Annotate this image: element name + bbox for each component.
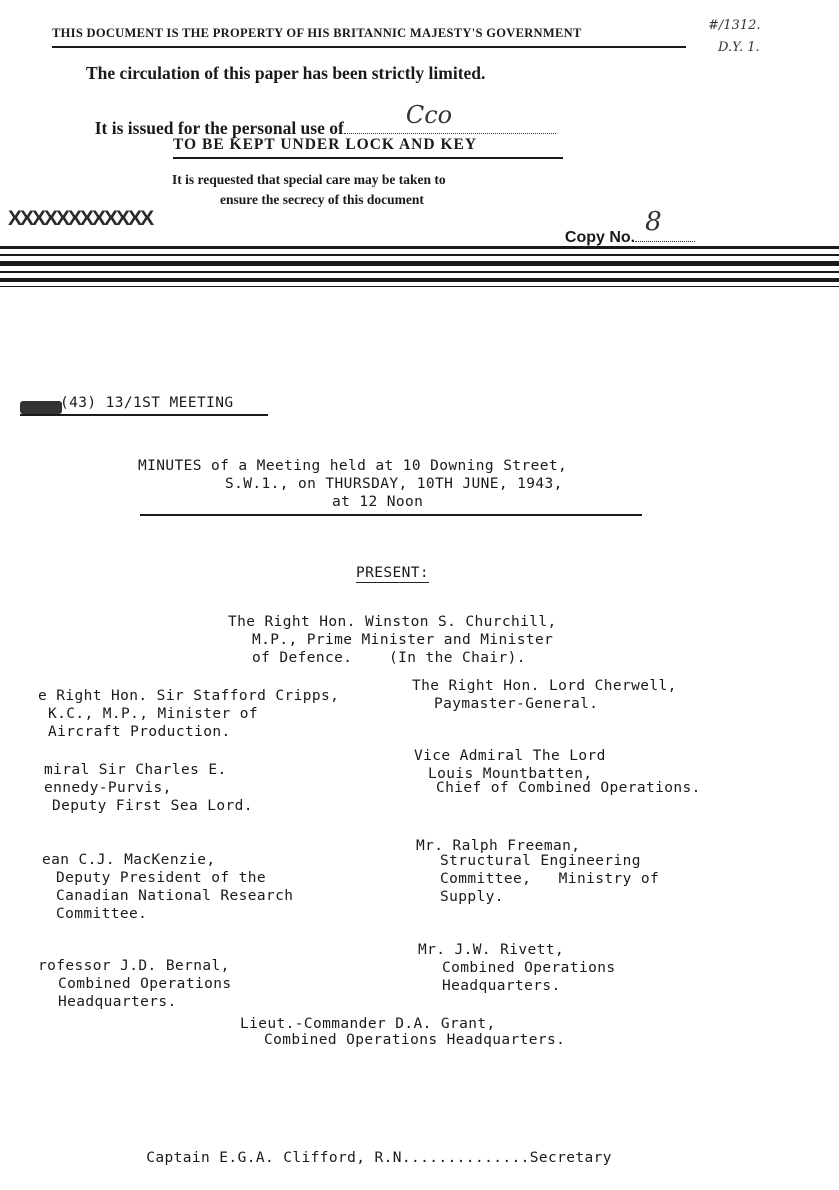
attendee-cripps-line1: e Right Hon. Sir Stafford Cripps, (38, 688, 340, 704)
attendee-freeman-line4: Supply. (440, 889, 504, 905)
secretary-role: Secretary (529, 1150, 612, 1166)
attendee-bernal-line3: Headquarters. (58, 994, 177, 1010)
attendee-mackenzie-line3: Canadian National Research (56, 888, 294, 904)
meeting-reference-rule (20, 414, 268, 416)
corner-note-line2: D.Y. 1. (718, 40, 760, 55)
issued-for-prefix: It is issued for the personal use of (94, 118, 344, 138)
meeting-reference: (43) 13/1ST MEETING (60, 395, 234, 411)
lock-and-key-heading: TO BE KEPT UNDER LOCK AND KEY (173, 136, 478, 153)
attendee-grant-line1: Lieut.-Commander D.A. Grant, (240, 1016, 496, 1032)
secretary-name: Captain E.G.A. Clifford, R.N. (146, 1150, 412, 1166)
attendee-kennedy-purvis-line1: miral Sir Charles E. (44, 762, 227, 778)
attendee-cherwell-line2: Paymaster-General. (434, 696, 599, 712)
chair-line2: M.P., Prime Minister and Minister (252, 632, 554, 648)
attendee-rivett-line2: Combined Operations (442, 960, 616, 976)
circulation-line: The circulation of this paper has been strictly limited. (86, 63, 486, 83)
attendee-grant-line2: Combined Operations Headquarters. (264, 1032, 566, 1048)
issued-for-field (344, 101, 556, 134)
attendee-mountbatten-line2: Louis Mountbatten, (428, 766, 593, 782)
attendee-freeman-line2: Structural Engineering (440, 853, 641, 869)
attendee-mountbatten-line1: Vice Admiral The Lord (414, 748, 606, 764)
reference-ink-blot (20, 401, 62, 414)
issued-for-line (86, 97, 556, 139)
lock-and-key-rule (173, 157, 563, 159)
copy-label: Copy No. (564, 229, 636, 246)
attendee-rivett-line1: Mr. J.W. Rivett, (418, 942, 565, 958)
issued-for-name: Cco (405, 101, 453, 129)
attendee-mountbatten-line3: Chief of Combined Operations. (436, 780, 701, 796)
attendee-freeman-line3: Committee, Ministry of (440, 871, 660, 887)
minutes-rule (140, 514, 642, 516)
minutes-line2: S.W.1., on THURSDAY, 10TH JUNE, 1943, (225, 476, 563, 492)
secretary-leader: ............. (411, 1150, 530, 1166)
attendee-freeman-line1: Mr. Ralph Freeman, (416, 838, 581, 854)
header-band-6 (0, 286, 839, 287)
attendee-mackenzie-line2: Deputy President of the (56, 870, 266, 886)
chair-line1: The Right Hon. Winston S. Churchill, (228, 614, 557, 630)
property-notice-rule (52, 46, 686, 48)
attendee-cripps-line2: K.C., M.P., Minister of (48, 706, 258, 722)
attendee-bernal-line2: Combined Operations (58, 976, 232, 992)
attendee-mackenzie-line4: Committee. (56, 906, 148, 922)
header-band-2 (0, 254, 839, 256)
attendee-bernal-line1: rofessor J.D. Bernal, (38, 958, 230, 974)
attendee-mackenzie-line1: ean C.J. MacKenzie, (42, 852, 216, 868)
attendee-rivett-line3: Headquarters. (442, 978, 561, 994)
chair-line3: of Defence. (In the Chair). (252, 650, 526, 666)
special-care-line1: It is requested that special care may be taken to (172, 172, 446, 187)
attendee-cherwell-line1: The Right Hon. Lord Cherwell, (412, 678, 677, 694)
header-band-5 (0, 278, 839, 282)
special-care-line2: ensure the secrecy of this document (220, 192, 424, 207)
secretary-line (128, 1134, 612, 1166)
header-band-4 (0, 271, 839, 273)
copy-number-field (635, 207, 695, 242)
attendee-kennedy-purvis-line3: Deputy First Sea Lord. (52, 798, 253, 814)
minutes-line1: MINUTES of a Meeting held at 10 Downing Street, (138, 458, 568, 474)
property-notice: THIS DOCUMENT IS THE PROPERTY OF HIS BRITANNIC MAJESTY'S GOVERNMENT (52, 26, 582, 40)
header-band-3 (0, 261, 839, 266)
attendee-kennedy-purvis-line2: ennedy-Purvis, (44, 780, 172, 796)
attendee-cripps-line3: Aircraft Production. (48, 724, 231, 740)
copy-number-line (556, 207, 695, 247)
present-heading: PRESENT: (356, 565, 430, 581)
minutes-line3: at 12 Noon (332, 494, 424, 510)
corner-note-line1: #/1312. (708, 18, 761, 33)
header-band-1 (0, 246, 839, 249)
struck-out-text: XXXXXXXXXXXX (8, 207, 153, 230)
copy-number: 8 (645, 207, 662, 237)
